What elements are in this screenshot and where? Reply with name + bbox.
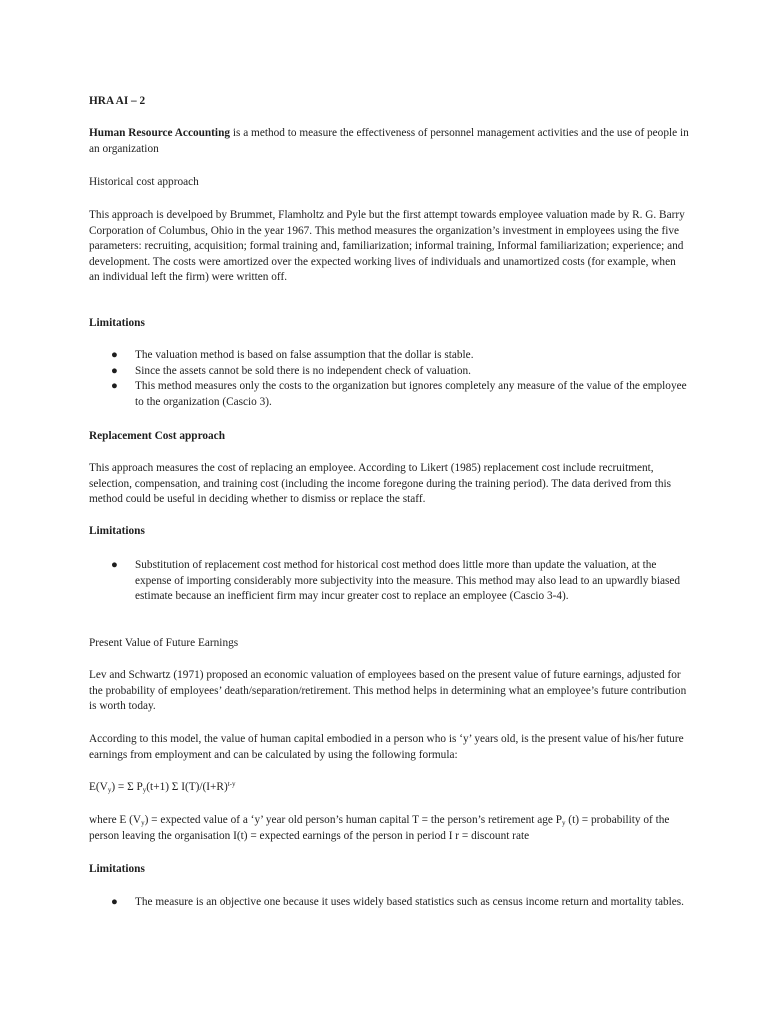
document-title: HRA AI – 2 [89,95,146,107]
replacement-limitations-heading: Limitations [89,525,145,537]
definition-part: (t) = probability of the person leaving the organisation I(t) = expected earnings of the person in period I r = discount rate [89,814,670,842]
list-item [89,348,689,364]
list-item [89,364,689,380]
formula-part: ) = Σ P [111,781,143,793]
intro-term: Human Resource Accounting [89,127,231,139]
formula-part: (t+1) Σ I(T)/(I+R) [146,781,228,793]
formula-superscript: t-y [227,780,236,788]
bullet-icon: ● [111,349,118,361]
formula-subscript: y [142,786,147,794]
replacement-cost-paragraph: This approach measures the cost of replacing an employee. According to Likert (1985) replacement cost include recruitment, selection, compensation, and training cost (including the income foregone during the training period). The data derived from this method could be useful in deciding whether to dismiss or replace the staff. [89,462,672,505]
list-item-text: Since the assets cannot be sold there is no independent check of valuation. [135,364,471,377]
intro-text: is a method to measure the effectiveness of personnel management activities and the use of people in an organization [89,127,689,155]
historical-cost-heading: Historical cost approach [89,176,199,188]
replacement-limitations-list [89,558,689,605]
present-value-limitations-list [89,895,689,911]
historical-limitations-list [89,348,689,410]
present-value-limitations-heading: Limitations [89,863,145,875]
list-item [89,895,689,911]
list-item [89,558,689,605]
replacement-cost-heading: Replacement Cost approach [89,430,225,442]
present-value-paragraph-2: According to this model, the value of human capital embodied in a person who is ‘y’ years old, is the present value of his/her future earnings from employment and can be calculated by using the following formula: [89,733,684,761]
list-item-text: Substitution of replacement cost method for historical cost method does little more than update the valuation, at the expense of importing considerably more subjectivity into the measure. This method may also lead to an upwardly biased estimate because an inefficient firm may incur greater cost to replace an employee (Cascio 3-4). [135,559,681,602]
definition-subscript: y [141,819,145,827]
historical-cost-paragraph: This approach is develpoed by Brummet, Flamholtz and Pyle but the first attempt towards employee valuation made by R. G. Barry Corporation of Columbus, Ohio in the year 1967. This method measures the organization’s investment in employees using the five parameters: recruiting, acquisition; formal training and, familiarization; informal training, Informal familiarization; experience; and development. The costs were amortized over the expected working lives of individuals and unamortized costs (for example, when an individual left the firm) were written off. [89,209,685,283]
intro-paragraph [89,126,689,157]
bullet-icon: ● [111,364,118,377]
list-item [89,379,689,410]
list-item-text: This method measures only the costs to the organization but ignores completely any measure of the value of the employee to the organization (Cascio 3). [135,380,687,408]
list-item-text: The valuation method is based on false assumption that the dollar is stable. [135,349,474,361]
definition-subscript: y [561,819,566,827]
valuation-formula [89,780,689,796]
list-item-text: The measure is an objective one because it uses widely based statistics such as census income return and mortality tables. [135,896,684,908]
formula-subscript: y [107,786,112,794]
definition-part: where E (V [89,814,142,826]
bullet-icon: ● [111,896,118,908]
present-value-paragraph-1: Lev and Schwartz (1971) proposed an economic valuation of employees based on the present value of future earnings, adjusted for the probability of employees’ death/separation/retirement. This method helps in determining what an employee’s future contribution is worth today. [89,669,687,712]
bullet-icon: ● [111,380,118,392]
historical-limitations-heading: Limitations [89,317,145,329]
formula-definitions [89,813,689,844]
bullet-icon: ● [111,559,118,571]
definition-part: ) = expected value of a ‘y’ year old person’s human capital T = the person’s retirement age P [144,814,562,826]
formula-part: E(V [89,781,108,793]
present-value-heading: Present Value of Future Earnings [89,637,239,649]
